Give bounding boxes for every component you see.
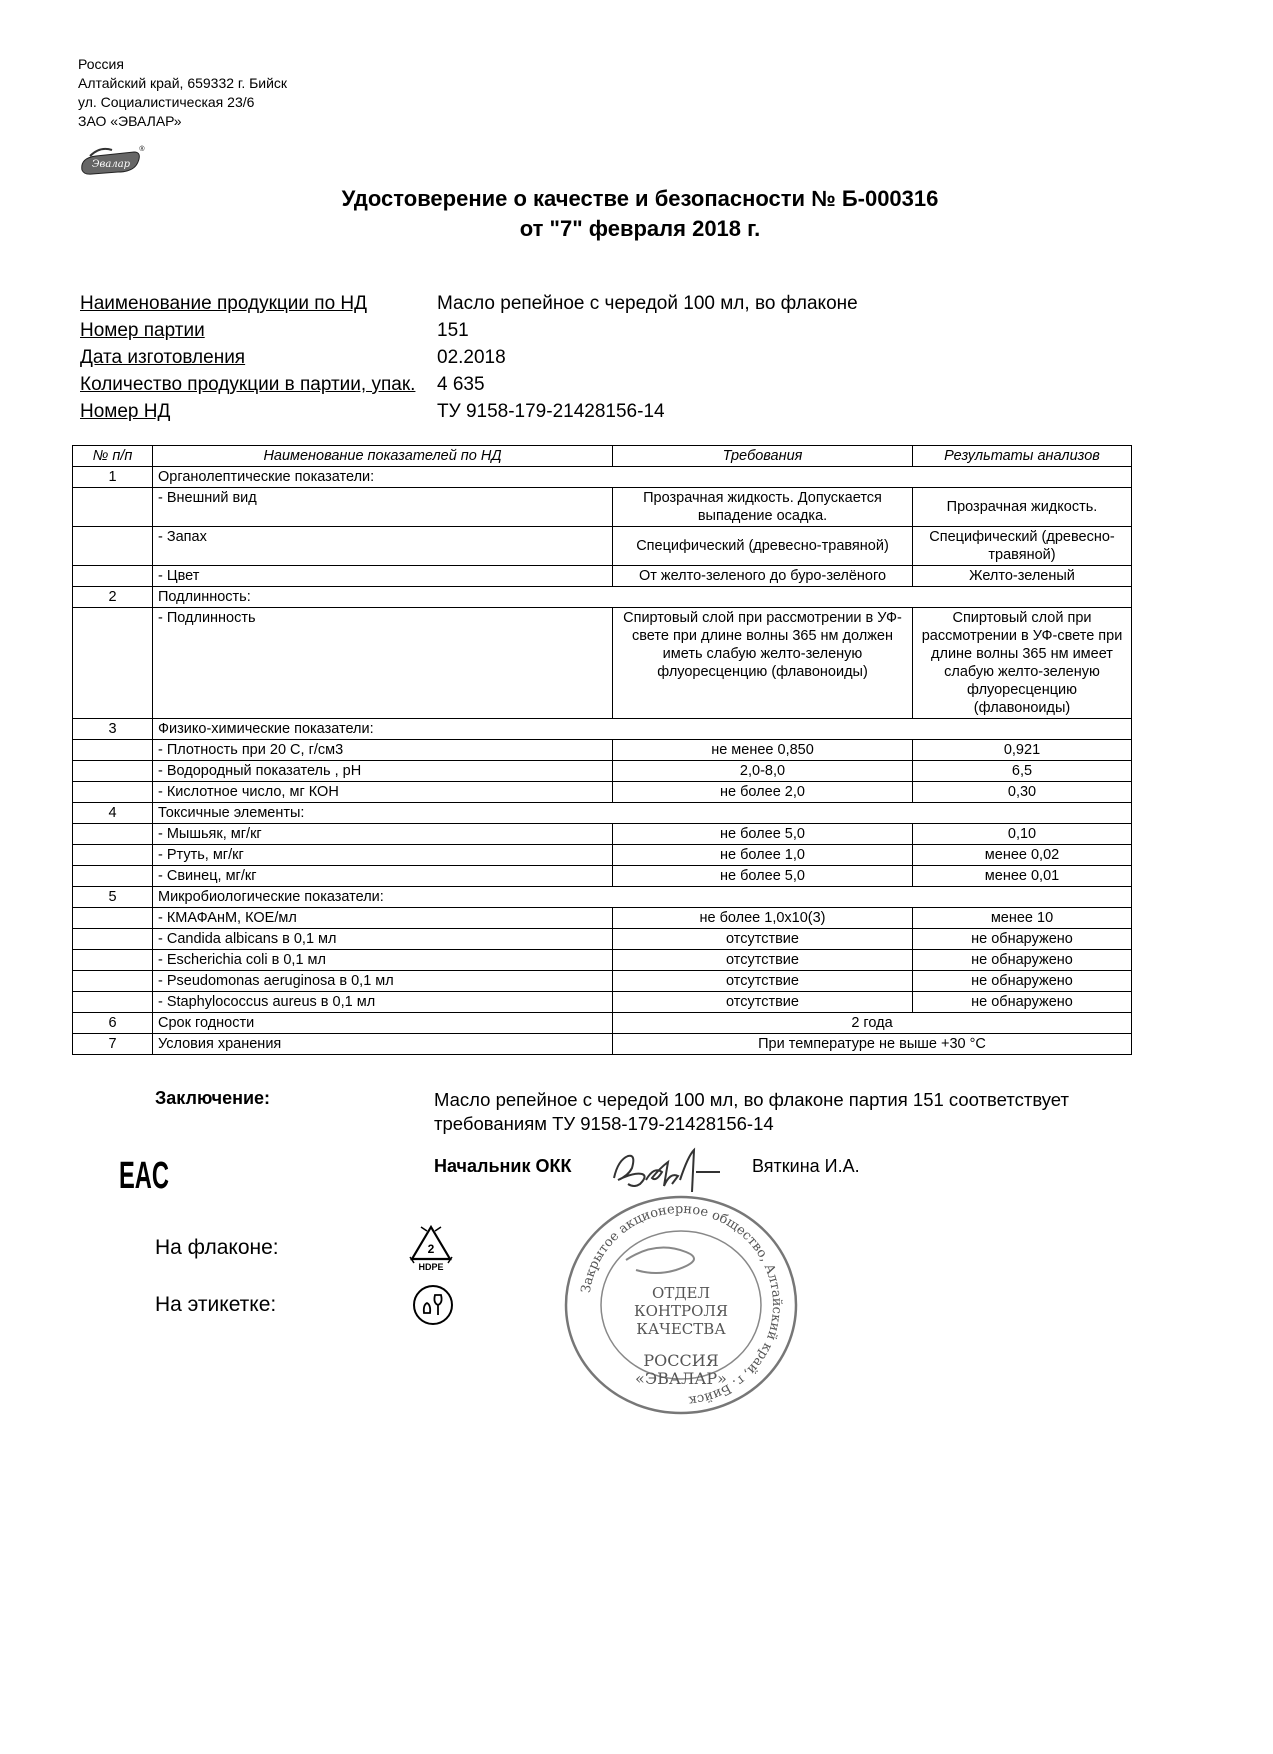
on-label-label: На этикетке: [155, 1293, 277, 1316]
table-row [73, 608, 1132, 719]
section-title: Органолептические показатели: [153, 467, 1132, 488]
section-title: Подлинность: [153, 587, 1132, 608]
indicator-name: - Candida albicans в 0,1 мл [153, 929, 613, 950]
table-row [73, 740, 1132, 761]
address-region: Алтайский край, 659332 г. Бийск [78, 75, 288, 91]
indicator-name: - Цвет [153, 566, 613, 587]
document-title: Удостоверение о качестве и безопасности № Б-000316 [341, 186, 939, 211]
quality-control-stamp-icon [556, 1190, 806, 1420]
manufacture-date-value: 02.2018 [437, 347, 506, 368]
requirement-value: Специфический (древесно-травяной) [613, 527, 913, 566]
quality-table [72, 445, 1132, 1055]
result-value: менее 0,01 [913, 866, 1132, 887]
address-country: Россия [78, 56, 124, 72]
indicator-name: - Мышьяк, мг/кг [153, 824, 613, 845]
batch-quantity-value: 4 635 [437, 374, 485, 395]
stamp-center-line2: КОНТРОЛЯ [633, 1302, 729, 1320]
stamp-center-line3: КАЧЕСТВА [636, 1320, 726, 1338]
indicator-name: - Pseudomonas aeruginosa в 0,1 мл [153, 971, 613, 992]
requirement-value: отсутствие [613, 929, 913, 950]
result-value: 0,30 [913, 782, 1132, 803]
requirement-value: отсутствие [613, 950, 913, 971]
result-value: 6,5 [913, 761, 1132, 782]
result-value: Специфический (древесно-травяной) [913, 527, 1132, 566]
result-value: Прозрачная жидкость. [913, 488, 1132, 527]
indicator-name: - Водородный показатель , pH [153, 761, 613, 782]
indicator-name: - Кислотное число, мг КОН [153, 782, 613, 803]
requirement-value: не менее 0,850 [613, 740, 913, 761]
batch-number-label: Номер партии [80, 320, 205, 341]
table-row [73, 782, 1132, 803]
address-street: ул. Социалистическая 23/6 [78, 94, 255, 110]
document-date: от "7" февраля 2018 г. [519, 216, 761, 241]
table-row [73, 929, 1132, 950]
requirement-value: Спиртовый слой при рассмотрении в УФ-свете при длине волны 365 нм должен иметь слабую желто-зеленую флуоресценцию (флавоноиды) [613, 608, 913, 719]
logo-text: Эвалар [91, 159, 131, 170]
section-row [73, 587, 1132, 608]
standard-number-label: Номер НД [80, 401, 171, 422]
result-value: не обнаружено [913, 929, 1132, 950]
indicator-name: - Подлинность [153, 608, 613, 719]
requirement-value: От желто-зеленого до буро-зелёного [613, 566, 913, 587]
table-row [73, 950, 1132, 971]
result-value: не обнаружено [913, 971, 1132, 992]
section-title: Условия хранения [153, 1034, 613, 1055]
section-number: 1 [73, 467, 153, 488]
section-number: 2 [73, 587, 153, 608]
requirement-value: отсутствие [613, 992, 913, 1013]
storage-conditions-value: При температуре не выше +30 °С [613, 1034, 1132, 1055]
shelf-life-value: 2 года [613, 1013, 1132, 1034]
section-number: 3 [73, 719, 153, 740]
section-title: Срок годности [153, 1013, 613, 1034]
indicator-name: - Запах [153, 527, 613, 566]
section-row [73, 467, 1132, 488]
result-value: Спиртовый слой при рассмотрении в УФ-свете при длине волны 365 нм имеет слабую желто-зеленую флуоресценцию (флавоноиды) [913, 608, 1132, 719]
table-row [73, 908, 1132, 929]
hdpe-recycle-icon [408, 1223, 454, 1273]
requirement-value: Прозрачная жидкость. Допускается выпадение осадка. [613, 488, 913, 527]
table-row [73, 566, 1132, 587]
company-address [78, 55, 287, 131]
section-number: 7 [73, 1034, 153, 1055]
address-company: ЗАО «ЭВАЛАР» [78, 113, 182, 129]
eac-mark-text: EAC [119, 1155, 169, 1197]
section-title: Физико-химические показатели: [153, 719, 1132, 740]
stamp-bottom-line2: «ЭВАЛАР» [635, 1369, 727, 1388]
result-value: менее 10 [913, 908, 1132, 929]
table-row [73, 488, 1132, 527]
result-value: менее 0,02 [913, 845, 1132, 866]
section-row [73, 803, 1132, 824]
requirement-value: 2,0-8,0 [613, 761, 913, 782]
evalar-logo-icon [78, 144, 146, 180]
col-header-requirements: Требования [613, 446, 913, 467]
section-number: 4 [73, 803, 153, 824]
stamp-center-line1: ОТДЕЛ [652, 1284, 710, 1302]
requirement-value: не более 5,0 [613, 824, 913, 845]
hdpe-text: HDPE [418, 1262, 444, 1272]
section-number: 5 [73, 887, 153, 908]
product-name-value: Масло репейное с чередой 100 мл, во флаконе [437, 293, 858, 314]
table-row [73, 992, 1132, 1013]
indicator-name: - Свинец, мг/кг [153, 866, 613, 887]
table-header-row [73, 446, 1132, 467]
result-value: не обнаружено [913, 950, 1132, 971]
indicator-name: - Плотность при 20 С, г/см3 [153, 740, 613, 761]
indicator-name: - Внешний вид [153, 488, 613, 527]
indicator-name: - Escherichia coli в 0,1 мл [153, 950, 613, 971]
requirement-value: отсутствие [613, 971, 913, 992]
glass-fork-icon [411, 1283, 455, 1327]
requirement-value: не более 1,0x10(3) [613, 908, 913, 929]
requirement-value: не более 5,0 [613, 866, 913, 887]
eac-mark-icon [118, 1152, 170, 1197]
indicator-name: - Staphylococcus aureus в 0,1 мл [153, 992, 613, 1013]
indicator-name: - КМАФАнМ, КОЕ/мл [153, 908, 613, 929]
logo-registered-mark: ® [139, 146, 145, 153]
section-title: Микробиологические показатели: [153, 887, 1132, 908]
section-row [73, 719, 1132, 740]
result-value: не обнаружено [913, 992, 1132, 1013]
conclusion-text: Масло репейное с чередой 100 мл, во флаконе партия 151 соответствует требованиям ТУ 9158-179-21428156-14 [434, 1089, 1069, 1134]
requirement-value: не более 1,0 [613, 845, 913, 866]
stamp-bottom-line1: РОССИЯ [643, 1351, 719, 1370]
table-row [73, 527, 1132, 566]
batch-number-value: 151 [437, 320, 469, 341]
requirement-value: не более 2,0 [613, 782, 913, 803]
section-row [73, 1034, 1132, 1055]
manufacture-date-label: Дата изготовления [80, 347, 246, 368]
col-header-results: Результаты анализов [913, 446, 1132, 467]
table-row [73, 971, 1132, 992]
table-row [73, 845, 1132, 866]
col-header-indicator: Наименование показателей по НД [153, 446, 613, 467]
signer-position: Начальник ОКК [434, 1156, 572, 1176]
col-header-number: № п/п [73, 446, 153, 467]
result-value: 0,10 [913, 824, 1132, 845]
on-bottle-label: На флаконе: [155, 1236, 279, 1259]
section-number: 6 [73, 1013, 153, 1034]
result-value: 0,921 [913, 740, 1132, 761]
stamp-ring-text: Закрытое акционерное общество, Алтайский край, г. Бийск [578, 1201, 785, 1408]
table-row [73, 866, 1132, 887]
table-row [73, 824, 1132, 845]
product-name-label: Наименование продукции по НД [80, 293, 368, 314]
standard-number-value: ТУ 9158-179-21428156-14 [437, 401, 665, 422]
result-value: Желто-зеленый [913, 566, 1132, 587]
conclusion-label: Заключение: [155, 1088, 271, 1108]
hdpe-code: 2 [427, 1242, 435, 1256]
table-row [73, 761, 1132, 782]
section-row [73, 1013, 1132, 1034]
signer-name: Вяткина И.А. [752, 1156, 860, 1176]
indicator-name: - Ртуть, мг/кг [153, 845, 613, 866]
section-title: Токсичные элементы: [153, 803, 1132, 824]
section-row [73, 887, 1132, 908]
batch-quantity-label: Количество продукции в партии, упак. [80, 374, 416, 395]
